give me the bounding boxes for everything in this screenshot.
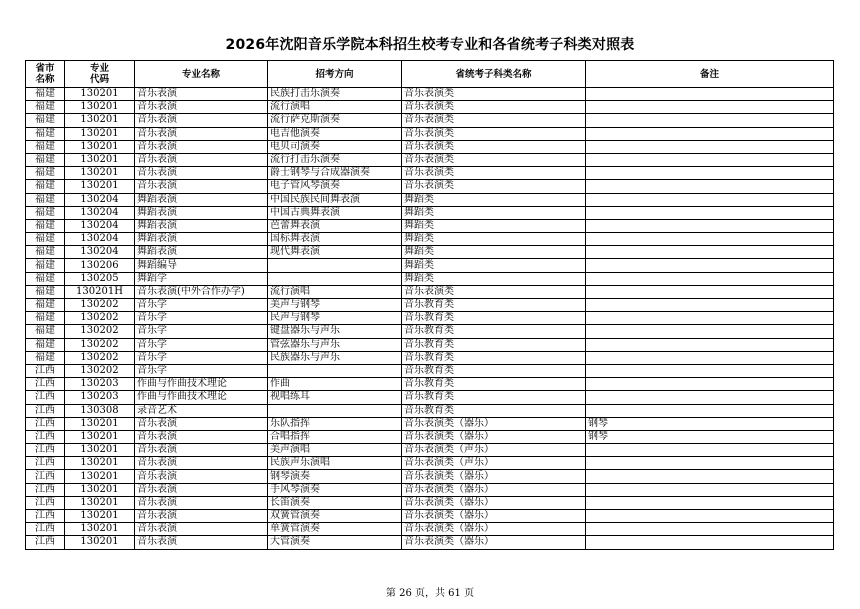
cell-code: 130201H — [65, 285, 135, 298]
cell-province: 江西 — [26, 496, 65, 509]
cell-code: 130203 — [65, 378, 135, 391]
table-row — [26, 299, 834, 312]
cell-province: 福建 — [26, 180, 65, 193]
table-row — [26, 206, 834, 219]
cell-major: 舞蹈学 — [135, 272, 268, 285]
cell-category: 音乐教育类 — [402, 364, 586, 377]
cell-province: 福建 — [26, 246, 65, 259]
table-body — [26, 88, 834, 550]
cell-major: 音乐表演 — [135, 114, 268, 127]
cell-category: 音乐表演类 — [402, 101, 586, 114]
cell-remark — [586, 140, 834, 153]
cell-direction: 民族声乐演唱 — [268, 457, 402, 470]
cell-direction — [268, 272, 402, 285]
cell-code: 130201 — [65, 417, 135, 430]
cell-major: 音乐表演 — [135, 430, 268, 443]
cell-category: 音乐表演类 — [402, 180, 586, 193]
cell-province: 江西 — [26, 523, 65, 536]
cell-code: 130201 — [65, 536, 135, 549]
cell-direction: 键盘器乐与声乐 — [268, 325, 402, 338]
cell-remark — [586, 285, 834, 298]
cell-remark — [586, 325, 834, 338]
cell-direction: 流行萨克斯演奏 — [268, 114, 402, 127]
cell-province: 福建 — [26, 351, 65, 364]
header-code-line1: 专业 — [89, 63, 109, 74]
cell-code: 130202 — [65, 338, 135, 351]
cell-remark — [586, 299, 834, 312]
comparison-table — [25, 60, 834, 550]
cell-category: 音乐教育类 — [402, 378, 586, 391]
cell-province: 福建 — [26, 140, 65, 153]
cell-code: 130201 — [65, 523, 135, 536]
cell-remark — [586, 180, 834, 193]
table-row — [26, 193, 834, 206]
header-category: 省统考子科类名称 — [402, 61, 586, 88]
cell-code: 130201 — [65, 180, 135, 193]
cell-province: 江西 — [26, 457, 65, 470]
cell-code: 130202 — [65, 299, 135, 312]
cell-remark — [586, 470, 834, 483]
header-remark: 备注 — [586, 61, 834, 88]
cell-major: 音乐表演 — [135, 444, 268, 457]
cell-category: 音乐表演类（器乐） — [402, 523, 586, 536]
cell-code: 130201 — [65, 101, 135, 114]
cell-province: 江西 — [26, 364, 65, 377]
cell-remark — [586, 483, 834, 496]
cell-category: 音乐教育类 — [402, 325, 586, 338]
table-row — [26, 510, 834, 523]
cell-province: 福建 — [26, 114, 65, 127]
table-row — [26, 417, 834, 430]
cell-code: 130201 — [65, 430, 135, 443]
cell-province: 福建 — [26, 219, 65, 232]
cell-category: 音乐表演类 — [402, 153, 586, 166]
table-row — [26, 457, 834, 470]
cell-category: 音乐表演类（声乐） — [402, 444, 586, 457]
cell-code: 130204 — [65, 193, 135, 206]
table-row — [26, 378, 834, 391]
cell-major: 舞蹈表演 — [135, 206, 268, 219]
cell-category: 音乐表演类（器乐） — [402, 417, 586, 430]
cell-province: 福建 — [26, 153, 65, 166]
cell-category: 舞蹈类 — [402, 206, 586, 219]
cell-province: 江西 — [26, 444, 65, 457]
cell-province: 福建 — [26, 127, 65, 140]
cell-major: 舞蹈表演 — [135, 193, 268, 206]
cell-category: 音乐表演类 — [402, 127, 586, 140]
cell-major: 音乐表演(中外合作办学) — [135, 285, 268, 298]
cell-province: 福建 — [26, 338, 65, 351]
cell-major: 音乐表演 — [135, 483, 268, 496]
cell-remark — [586, 338, 834, 351]
table-row — [26, 114, 834, 127]
cell-province: 福建 — [26, 193, 65, 206]
table-row — [26, 470, 834, 483]
cell-major: 音乐表演 — [135, 470, 268, 483]
cell-province: 福建 — [26, 233, 65, 246]
cell-category: 音乐表演类 — [402, 88, 586, 101]
cell-category: 音乐教育类 — [402, 299, 586, 312]
cell-remark — [586, 444, 834, 457]
table-row — [26, 325, 834, 338]
cell-major: 音乐表演 — [135, 153, 268, 166]
table-row — [26, 246, 834, 259]
cell-category: 音乐教育类 — [402, 351, 586, 364]
cell-direction: 民声与钢琴 — [268, 312, 402, 325]
table-row — [26, 140, 834, 153]
cell-major: 音乐表演 — [135, 180, 268, 193]
cell-category: 音乐教育类 — [402, 312, 586, 325]
header-direction: 招考方向 — [268, 61, 402, 88]
table-row — [26, 430, 834, 443]
cell-major: 音乐表演 — [135, 417, 268, 430]
cell-code: 130201 — [65, 153, 135, 166]
cell-category: 音乐表演类（声乐） — [402, 457, 586, 470]
cell-category: 舞蹈类 — [402, 246, 586, 259]
cell-code: 130201 — [65, 140, 135, 153]
cell-province: 福建 — [26, 272, 65, 285]
header-province-line2: 名称 — [35, 74, 55, 85]
table-row — [26, 285, 834, 298]
cell-direction: 电贝司演奏 — [268, 140, 402, 153]
cell-major: 音乐表演 — [135, 127, 268, 140]
cell-category: 音乐表演类（器乐） — [402, 483, 586, 496]
cell-province: 江西 — [26, 417, 65, 430]
cell-code: 130201 — [65, 510, 135, 523]
cell-direction: 流行演唱 — [268, 101, 402, 114]
cell-major: 音乐学 — [135, 364, 268, 377]
cell-province: 江西 — [26, 510, 65, 523]
cell-direction: 大管演奏 — [268, 536, 402, 549]
cell-direction: 民族打击乐演奏 — [268, 88, 402, 101]
cell-major: 音乐表演 — [135, 167, 268, 180]
cell-remark — [586, 127, 834, 140]
cell-remark — [586, 496, 834, 509]
table-row — [26, 312, 834, 325]
cell-category: 音乐表演类（器乐） — [402, 470, 586, 483]
header-major: 专业名称 — [135, 61, 268, 88]
table-row — [26, 233, 834, 246]
cell-remark — [586, 404, 834, 417]
cell-code: 130204 — [65, 233, 135, 246]
cell-major: 音乐表演 — [135, 510, 268, 523]
cell-direction: 乐队指挥 — [268, 417, 402, 430]
cell-direction: 国标舞表演 — [268, 233, 402, 246]
cell-direction: 视唱练耳 — [268, 391, 402, 404]
cell-category: 舞蹈类 — [402, 193, 586, 206]
cell-province: 江西 — [26, 378, 65, 391]
cell-code: 130202 — [65, 312, 135, 325]
cell-category: 音乐表演类（器乐） — [402, 536, 586, 549]
cell-category: 音乐表演类 — [402, 285, 586, 298]
cell-code: 130201 — [65, 88, 135, 101]
cell-remark — [586, 272, 834, 285]
cell-major: 音乐表演 — [135, 140, 268, 153]
cell-direction: 单簧管演奏 — [268, 523, 402, 536]
table-row — [26, 180, 834, 193]
cell-code: 130201 — [65, 114, 135, 127]
cell-category: 音乐表演类（器乐） — [402, 496, 586, 509]
cell-direction: 钢琴演奏 — [268, 470, 402, 483]
cell-direction: 中国民族民间舞表演 — [268, 193, 402, 206]
cell-province: 江西 — [26, 470, 65, 483]
cell-code: 130205 — [65, 272, 135, 285]
cell-category: 舞蹈类 — [402, 233, 586, 246]
table-row — [26, 391, 834, 404]
cell-remark — [586, 193, 834, 206]
cell-direction: 长笛演奏 — [268, 496, 402, 509]
cell-direction: 手风琴演奏 — [268, 483, 402, 496]
cell-remark — [586, 259, 834, 272]
table-row — [26, 88, 834, 101]
cell-province: 江西 — [26, 483, 65, 496]
cell-province: 福建 — [26, 167, 65, 180]
cell-major: 音乐学 — [135, 338, 268, 351]
cell-province: 福建 — [26, 285, 65, 298]
cell-major: 作曲与作曲技术理论 — [135, 391, 268, 404]
cell-remark — [586, 536, 834, 549]
cell-province: 福建 — [26, 259, 65, 272]
cell-code: 130201 — [65, 167, 135, 180]
table-header-row — [26, 61, 834, 88]
cell-remark: 钢琴 — [586, 430, 834, 443]
table-row — [26, 101, 834, 114]
table-row — [26, 523, 834, 536]
cell-remark — [586, 219, 834, 232]
cell-direction: 爵士钢琴与合成器演奏 — [268, 167, 402, 180]
cell-direction: 美声演唱 — [268, 444, 402, 457]
cell-remark — [586, 167, 834, 180]
cell-province: 福建 — [26, 206, 65, 219]
cell-major: 音乐表演 — [135, 457, 268, 470]
cell-category: 舞蹈类 — [402, 272, 586, 285]
table-row — [26, 404, 834, 417]
cell-remark — [586, 364, 834, 377]
table-row — [26, 219, 834, 232]
cell-category: 音乐教育类 — [402, 391, 586, 404]
cell-category: 音乐表演类（器乐） — [402, 430, 586, 443]
cell-remark — [586, 523, 834, 536]
cell-code: 130201 — [65, 444, 135, 457]
table-row — [26, 167, 834, 180]
cell-direction: 流行打击乐演奏 — [268, 153, 402, 166]
cell-remark: 钢琴 — [586, 417, 834, 430]
cell-remark — [586, 233, 834, 246]
cell-direction: 电子管风琴演奏 — [268, 180, 402, 193]
cell-major: 音乐表演 — [135, 496, 268, 509]
cell-province: 福建 — [26, 325, 65, 338]
cell-category: 音乐教育类 — [402, 404, 586, 417]
cell-category: 音乐表演类（器乐） — [402, 510, 586, 523]
cell-province: 福建 — [26, 299, 65, 312]
cell-direction: 现代舞表演 — [268, 246, 402, 259]
cell-code: 130201 — [65, 127, 135, 140]
header-province-line1: 省市 — [35, 63, 55, 74]
cell-code: 130201 — [65, 470, 135, 483]
cell-code: 130202 — [65, 351, 135, 364]
header-code-line2: 代码 — [89, 74, 109, 85]
cell-province: 江西 — [26, 404, 65, 417]
cell-direction: 中国古典舞表演 — [268, 206, 402, 219]
cell-direction: 美声与钢琴 — [268, 299, 402, 312]
cell-code: 130206 — [65, 259, 135, 272]
table-row — [26, 483, 834, 496]
cell-code: 130204 — [65, 246, 135, 259]
cell-remark — [586, 88, 834, 101]
cell-code: 130201 — [65, 496, 135, 509]
header-code — [65, 61, 135, 88]
cell-province: 江西 — [26, 430, 65, 443]
header-province — [26, 61, 65, 88]
table-row — [26, 153, 834, 166]
cell-major: 音乐学 — [135, 325, 268, 338]
cell-remark — [586, 378, 834, 391]
cell-major: 舞蹈表演 — [135, 246, 268, 259]
cell-direction: 电吉他演奏 — [268, 127, 402, 140]
cell-remark — [586, 246, 834, 259]
cell-major: 作曲与作曲技术理论 — [135, 378, 268, 391]
table-row — [26, 364, 834, 377]
table-row — [26, 338, 834, 351]
cell-code: 130202 — [65, 364, 135, 377]
cell-remark — [586, 153, 834, 166]
cell-direction: 芭蕾舞表演 — [268, 219, 402, 232]
table-row — [26, 496, 834, 509]
cell-code: 130204 — [65, 219, 135, 232]
cell-remark — [586, 206, 834, 219]
cell-code: 130203 — [65, 391, 135, 404]
cell-remark — [586, 391, 834, 404]
cell-category: 舞蹈类 — [402, 259, 586, 272]
cell-code: 130202 — [65, 325, 135, 338]
table-row — [26, 127, 834, 140]
cell-code: 130204 — [65, 206, 135, 219]
table-row — [26, 259, 834, 272]
cell-category: 音乐表演类 — [402, 140, 586, 153]
cell-major: 舞蹈表演 — [135, 219, 268, 232]
cell-direction: 双簧管演奏 — [268, 510, 402, 523]
table-row — [26, 444, 834, 457]
table-row — [26, 272, 834, 285]
cell-province: 江西 — [26, 536, 65, 549]
cell-code: 130308 — [65, 404, 135, 417]
cell-province: 福建 — [26, 101, 65, 114]
cell-remark — [586, 510, 834, 523]
page-footer: 第 26 页，共 61 页 — [385, 588, 475, 599]
cell-remark — [586, 114, 834, 127]
cell-major: 舞蹈编导 — [135, 259, 268, 272]
cell-code: 130201 — [65, 457, 135, 470]
cell-direction: 流行演唱 — [268, 285, 402, 298]
cell-category: 音乐教育类 — [402, 338, 586, 351]
cell-major: 音乐学 — [135, 299, 268, 312]
cell-major: 音乐表演 — [135, 101, 268, 114]
cell-direction: 管弦器乐与声乐 — [268, 338, 402, 351]
cell-category: 音乐表演类 — [402, 167, 586, 180]
cell-category: 舞蹈类 — [402, 219, 586, 232]
cell-province: 福建 — [26, 312, 65, 325]
cell-direction — [268, 364, 402, 377]
cell-major: 音乐表演 — [135, 536, 268, 549]
table-row — [26, 351, 834, 364]
cell-code: 130201 — [65, 483, 135, 496]
cell-direction: 合唱指挥 — [268, 430, 402, 443]
cell-direction — [268, 259, 402, 272]
cell-remark — [586, 351, 834, 364]
cell-province: 江西 — [26, 391, 65, 404]
cell-category: 音乐表演类 — [402, 114, 586, 127]
cell-major: 音乐表演 — [135, 88, 268, 101]
cell-remark — [586, 312, 834, 325]
cell-major: 音乐学 — [135, 312, 268, 325]
cell-direction: 作曲 — [268, 378, 402, 391]
cell-remark — [586, 101, 834, 114]
cell-province: 福建 — [26, 88, 65, 101]
cell-major: 录音艺术 — [135, 404, 268, 417]
cell-direction — [268, 404, 402, 417]
cell-direction: 民族器乐与声乐 — [268, 351, 402, 364]
cell-major: 音乐学 — [135, 351, 268, 364]
cell-major: 音乐表演 — [135, 523, 268, 536]
cell-major: 舞蹈表演 — [135, 233, 268, 246]
table-row — [26, 536, 834, 549]
cell-remark — [586, 457, 834, 470]
page-title: 2026年沈阳音乐学院本科招生校考专业和各省统考子科类对照表 — [225, 37, 635, 53]
